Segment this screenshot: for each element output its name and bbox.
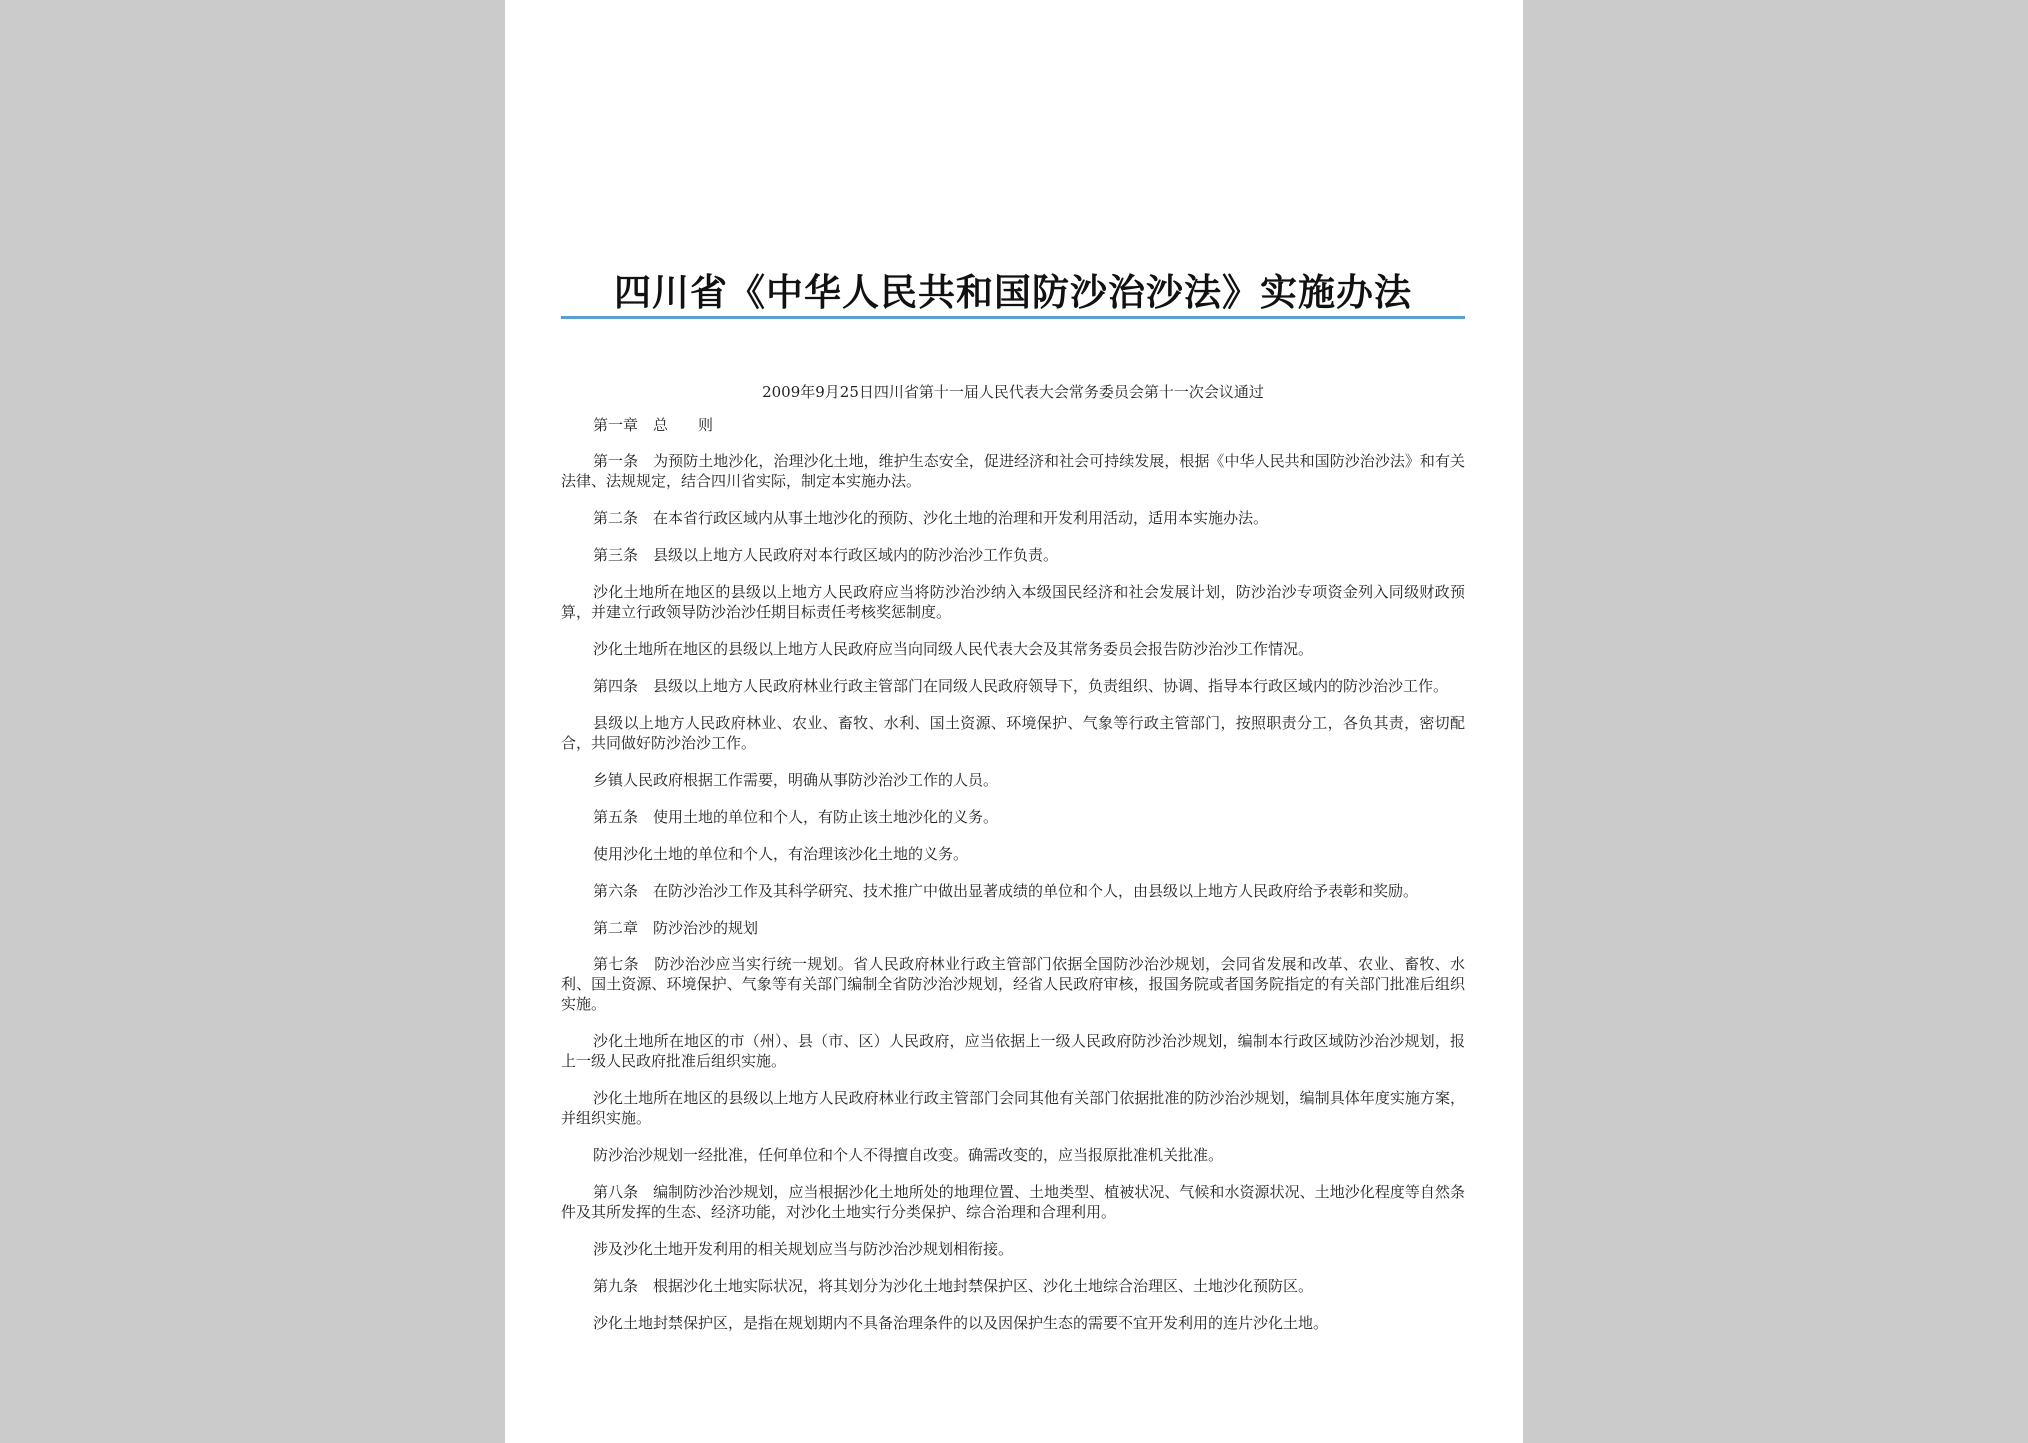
document-body <box>561 415 1465 1350</box>
chapter-heading: 第二章 防沙治沙的规划 <box>593 919 759 937</box>
paragraph: 第一条 为预防土地沙化，治理沙化土地，维护生态安全，促进经济和社会可持续发展，根据《中华人民共和国防沙治沙法》和有关法律、法规规定，结合四川省实际，制定本实施办法。 <box>561 452 1465 490</box>
paragraph: 县级以上地方人民政府林业、农业、畜牧、水利、国土资源、环境保护、气象等行政主管部门，按照职责分工，各负其责，密切配合，共同做好防沙治沙工作。 <box>561 714 1465 752</box>
paragraph: 第九条 根据沙化土地实际状况，将其划分为沙化土地封禁保护区、沙化土地综合治理区、土地沙化预防区。 <box>593 1277 1314 1295</box>
document-page <box>505 0 1523 1443</box>
paragraph: 沙化土地封禁保护区，是指在规划期内不具备治理条件的以及因保护生态的需要不宜开发利用的连片沙化土地。 <box>593 1314 1329 1332</box>
paragraph: 第四条 县级以上地方人民政府林业行政主管部门在同级人民政府领导下，负责组织、协调、指导本行政区域内的防沙治沙工作。 <box>593 677 1449 695</box>
paragraph: 第六条 在防沙治沙工作及其科学研究、技术推广中做出显著成绩的单位和个人，由县级以上地方人民政府给予表彰和奖励。 <box>593 882 1419 900</box>
paragraph: 使用沙化土地的单位和个人，有治理该沙化土地的义务。 <box>593 845 969 863</box>
paragraph: 第八条 编制防沙治沙规划，应当根据沙化土地所处的地理位置、土地类型、植被状况、气候和水资源状况、土地沙化程度等自然条件及其所发挥的生态、经济功能，对沙化土地实行分类保护、综合治理和合理利用。 <box>561 1183 1465 1221</box>
adoption-note: 2009年9月25日四川省第十一届人民代表大会常务委员会第十一次会议通过 <box>762 383 1264 401</box>
paragraph: 沙化土地所在地区的市（州）、县（市、区）人民政府，应当依据上一级人民政府防沙治沙规划，编制本行政区域防沙治沙规划，报上一级人民政府批准后组织实施。 <box>561 1032 1465 1070</box>
paragraph: 涉及沙化土地开发利用的相关规划应当与防沙治沙规划相衔接。 <box>593 1240 1014 1258</box>
chapter-heading: 第一章 总 则 <box>593 416 714 434</box>
paragraph: 第三条 县级以上地方人民政府对本行政区域内的防沙治沙工作负责。 <box>593 546 1059 564</box>
paragraph: 沙化土地所在地区的县级以上地方人民政府应当向同级人民代表大会及其常务委员会报告防沙治沙工作情况。 <box>593 640 1314 658</box>
paragraph: 第七条 防沙治沙应当实行统一规划。省人民政府林业行政主管部门依据全国防沙治沙规划，会同省发展和改革、农业、畜牧、水利、国土资源、环境保护、气象等有关部门编制全省防沙治沙规划，经省人民政府审核，报国务院或者国务院指定的有关部门批准后组织实施。 <box>561 955 1465 1013</box>
paragraph: 第五条 使用土地的单位和个人，有防止该土地沙化的义务。 <box>593 808 999 826</box>
document-title: 四川省《中华人民共和国防沙治沙法》实施办法 <box>614 270 1412 314</box>
paragraph: 沙化土地所在地区的县级以上地方人民政府林业行政主管部门会同其他有关部门依据批准的防沙治沙规划，编制具体年度实施方案，并组织实施。 <box>561 1089 1465 1127</box>
paragraph: 第二条 在本省行政区域内从事土地沙化的预防、沙化土地的治理和开发利用活动，适用本实施办法。 <box>593 509 1269 527</box>
paragraph: 沙化土地所在地区的县级以上地方人民政府应当将防沙治沙纳入本级国民经济和社会发展计划，防沙治沙专项资金列入同级财政预算，并建立行政领导防沙治沙任期目标责任考核奖惩制度。 <box>561 583 1465 621</box>
paragraph: 乡镇人民政府根据工作需要，明确从事防沙治沙工作的人员。 <box>593 771 999 789</box>
title-divider <box>561 316 1465 319</box>
paragraph: 防沙治沙规划一经批准，任何单位和个人不得擅自改变。确需改变的，应当报原批准机关批准。 <box>593 1146 1224 1164</box>
